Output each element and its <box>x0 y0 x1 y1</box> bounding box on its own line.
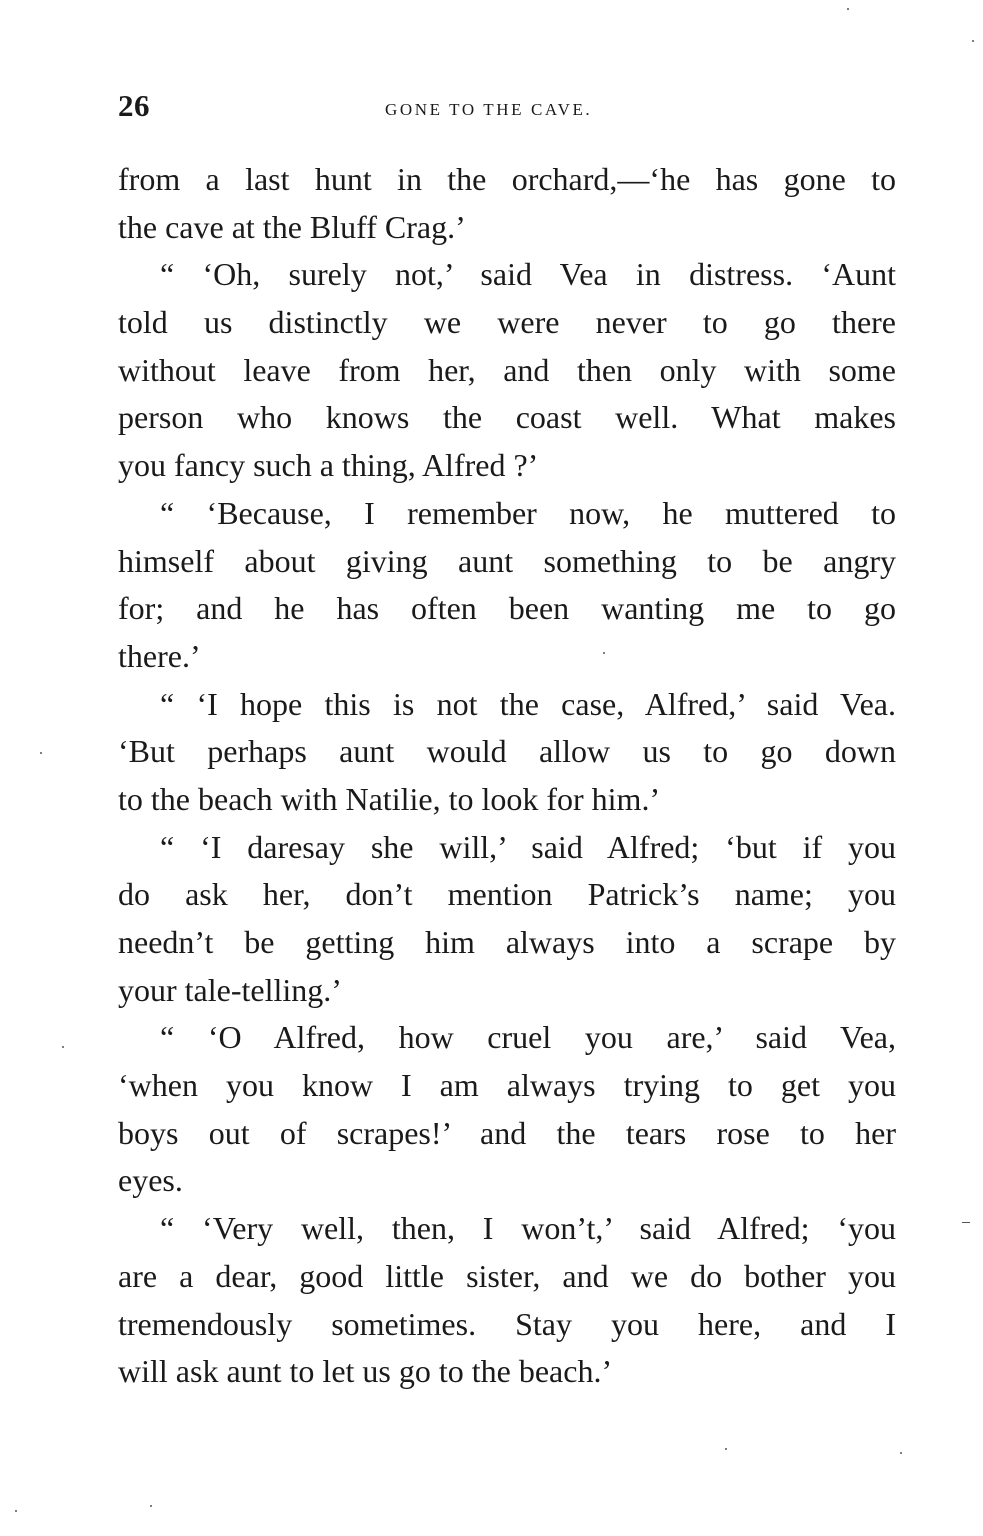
text-line: there.’ <box>118 637 201 674</box>
print-speck <box>150 1505 152 1507</box>
text-line: you fancy such a thing, Alfred ?’ <box>118 447 539 484</box>
text-line: will ask aunt to let us go to the beach.’ <box>118 1353 613 1390</box>
text-line: “ ‘Because, I remember now, he muttered to <box>160 494 896 531</box>
text-line: are a dear, good little sister, and we do bother you <box>118 1257 896 1294</box>
page-header <box>118 88 898 128</box>
print-speck <box>62 1046 64 1048</box>
text-line: “ ‘I hope this is not the case, Alfred,’ said Vea. <box>160 685 896 722</box>
page-number: 26 <box>118 88 150 123</box>
text-line: “ ‘Oh, surely not,’ said Vea in distress. ‘Aunt <box>160 256 896 293</box>
text-line: the cave at the Bluff Crag.’ <box>118 208 466 245</box>
text-line: person who knows the coast well. What makes <box>118 399 896 436</box>
text-line: himself about giving aunt something to be angry <box>118 542 896 579</box>
print-speck <box>15 1510 17 1512</box>
text-line: tremendously sometimes. Stay you here, and I <box>118 1305 896 1342</box>
print-speck <box>40 752 42 754</box>
print-speck <box>603 652 605 654</box>
text-line: “ ‘Very well, then, I won’t,’ said Alfred; ‘you <box>160 1210 896 1247</box>
text-line: without leave from her, and then only with some <box>118 351 896 388</box>
print-speck <box>847 8 849 10</box>
text-line: do ask her, don’t mention Patrick’s name; you <box>118 876 896 913</box>
text-line: needn’t be getting him always into a scrape by <box>118 924 896 960</box>
print-speck <box>972 40 974 42</box>
print-speck <box>725 1448 727 1450</box>
text-line: told us distinctly we were never to go there <box>118 304 896 341</box>
text-line: eyes. <box>118 1162 183 1199</box>
text-line: “ ‘O Alfred, how cruel you are,’ said Vea, <box>160 1019 896 1056</box>
print-speck <box>900 1452 902 1454</box>
text-line: for; and he has often been wanting me to go <box>118 590 896 627</box>
text-line: from a last hunt in the orchard,—‘he has gone to <box>118 161 896 197</box>
text-line: to the beach with Natilie, to look for him.’ <box>118 780 661 817</box>
text-line: boys out of scrapes!’ and the tears rose to her <box>118 1114 896 1151</box>
print-speck <box>962 1222 970 1223</box>
body-text <box>118 156 896 1396</box>
text-line: ‘But perhaps aunt would allow us to go down <box>118 733 896 770</box>
text-line: “ ‘I daresay she will,’ said Alfred; ‘but if you <box>160 828 896 865</box>
text-line: your tale-telling.’ <box>118 971 342 1008</box>
running-title: GONE TO THE CAVE. <box>385 100 593 119</box>
text-line: ‘when you know I am always trying to get you <box>118 1067 896 1104</box>
